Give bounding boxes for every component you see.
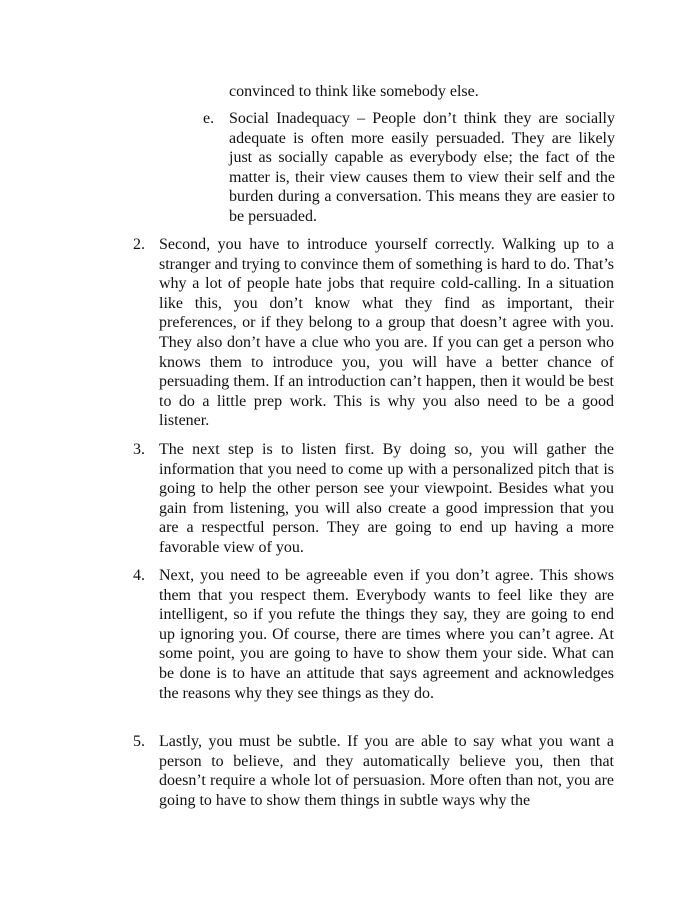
list-item-5-text: Lastly, you must be subtle. If you are able to say what you want a person to believe, and they automatically believe you, then that doesn’t require a whole lot of persuasion. More often than not, you are going to have to show them things in subtle ways why the	[159, 733, 614, 809]
list-item-5-marker: 5.	[133, 733, 145, 750]
list-item-2-text: Second, you have to introduce yourself correctly. Walking up to a stranger and trying to convince them of something is hard to do. That’s why a lot of people hate jobs that require cold-calling. In a situation like this, you don’t know what they find as important, their preferences, or if they belong to a group that doesn’t agree with you. They also don’t have a clue who you are. If you can get a person who knows them to introduce you, you will have a better chance of persuading them. If an introduction can’t happen, then it would be best to do a little prep work. This is why you also need to be a good listener.	[159, 236, 614, 430]
list-item-4-marker: 4.	[133, 567, 145, 584]
list-item-3-text: The next step is to listen first. By doing so, you will gather the information that you need to come up with a personalized pitch that is going to help the other person see your viewpoint. Besides what you gain from listening, you will also create a good impression that you are a respectful person. They are going to end up having a more favorable view of you.	[159, 441, 614, 556]
sub-item-e-text: Social Inadequacy – People don’t think they are socially adequate is often more easily persuaded. They are likely just as socially capable as everybody else; the fact of the matter is, their view causes them to view their self and the burden during a conversation. This means they are easier to be persuaded.	[229, 110, 615, 225]
sub-item-d-continuation: convinced to think like somebody else.	[229, 83, 479, 100]
sub-item-e-marker: e.	[203, 110, 215, 127]
list-item-3-marker: 3.	[133, 441, 145, 458]
list-item-2-marker: 2.	[133, 236, 145, 253]
list-item-4-text: Next, you need to be agreeable even if you don’t agree. This shows them that you respect them. Everybody wants to feel like they are intelligent, so if you refute the things they say, they are going to end up ignoring you. Of course, there are times where you can’t agree. At some point, you are going to have to show them your side. What can be done is to have an attitude that says agreement and acknowledges the reasons why they see things as they do.	[159, 567, 614, 702]
